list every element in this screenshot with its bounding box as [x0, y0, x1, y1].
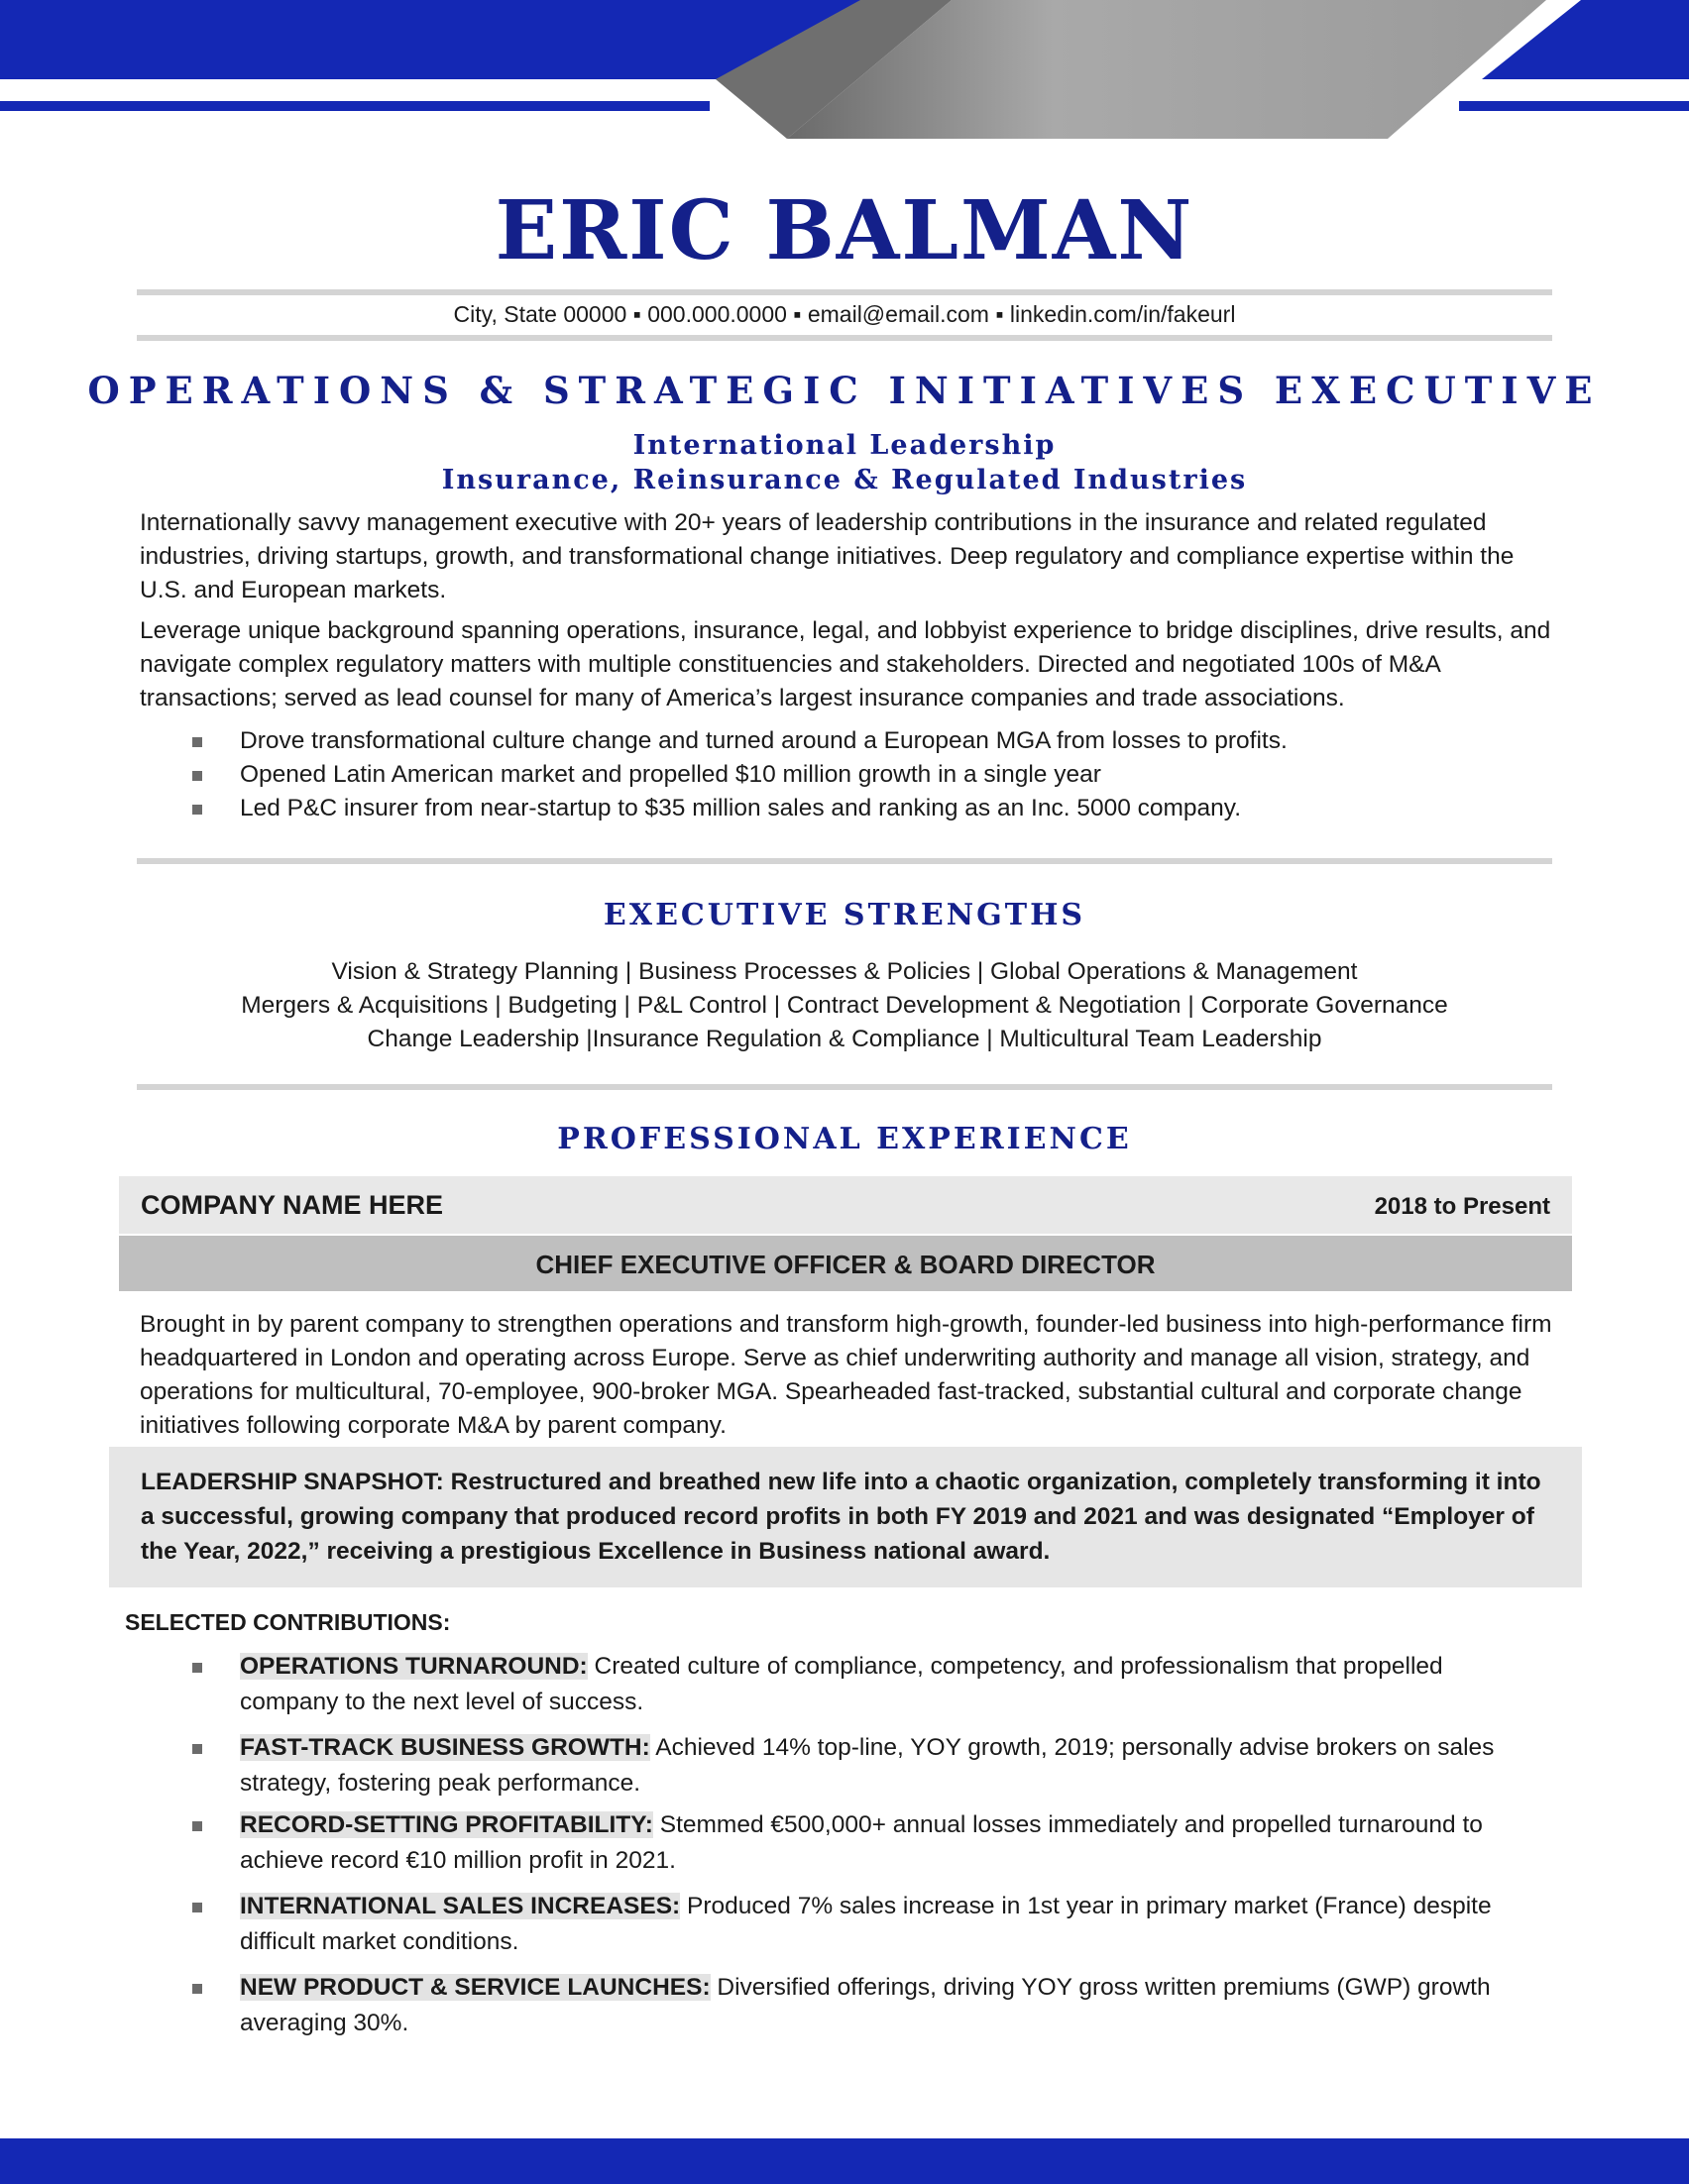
summary-paragraph: Leverage unique background spanning operations, insurance, legal, and lobbyist experience to bridge disciplines, drive results, and navigate complex regulatory matters with multiple constituencies and stakeholders. Directed and negotiated 100s of M&A transactions; served as lead counsel for many of America’s largest insurance companies and trade associations. [140, 617, 1551, 711]
divider [137, 858, 1552, 864]
list-item: Drove transformational culture change and turned around a European MGA from losses to profits. [0, 724, 1689, 758]
strengths-list [0, 955, 1689, 1056]
contribution-text: Diversified offerings, driving YOY gross written premiums (GWP) growth averaging 30%. [240, 1974, 1491, 2036]
square-bullet-icon [192, 771, 202, 781]
contribution-text: Created culture of compliance, competency, and professionalism that propelled company to the next level of success. [240, 1653, 1443, 1715]
strengths-line: Mergers & Acquisitions | Budgeting | P&L Control | Contract Development & Negotiation | Corporate Governance [241, 992, 1448, 1019]
contact-line: City, State 00000 ▪ 000.000.0000 ▪ email@email.com ▪ linkedin.com/in/fakeurl [453, 301, 1236, 327]
company-header [119, 1176, 1572, 1234]
company-name: COMPANY NAME HERE [141, 1190, 444, 1220]
square-bullet-icon [192, 1744, 202, 1754]
section-title-strengths: EXECUTIVE STRENGTHS [603, 898, 1086, 932]
divider [137, 1084, 1552, 1090]
contribution-text: Produced 7% sales increase in 1st year in primary market (France) despite difficult market conditions. [240, 1893, 1492, 1955]
subheadline-2: Insurance, Reinsurance & Regulated Industries [441, 465, 1248, 495]
highlights-list [0, 724, 1689, 825]
divider [137, 335, 1552, 341]
contribution-label: FAST-TRACK BUSINESS GROWTH: [240, 1734, 650, 1761]
square-bullet-icon [192, 737, 202, 747]
divider [137, 289, 1552, 295]
square-bullet-icon [192, 1984, 202, 1994]
square-bullet-icon [192, 1821, 202, 1831]
strengths-line: Change Leadership |Insurance Regulation & Compliance | Multicultural Team Leadership [367, 1026, 1322, 1052]
employment-dates: 2018 to Present [1374, 1193, 1550, 1220]
square-bullet-icon [192, 1903, 202, 1912]
list-item: Opened Latin American market and propelled $10 million growth in a single year [0, 758, 1689, 792]
role-description: Brought in by parent company to strengthen operations and transform high-growth, founder-led business into high-performance firm headquartered in London and operating across Europe. Serve as chief underwriting authority and manage all vision, strategy, and operations for multicultural, 70-employee, 900-broker MGA. Spearheaded fast-tracked, substantial cultural and corporate change initiatives following corporate M&A by parent company. [140, 1311, 1552, 1439]
contribution-label: OPERATIONS TURNAROUND: [240, 1653, 588, 1680]
contribution-label: RECORD-SETTING PROFITABILITY: [240, 1811, 653, 1838]
header-banner [0, 0, 1689, 159]
headline: OPERATIONS & STRATEGIC INITIATIVES EXECUTIVE [87, 369, 1602, 412]
list-item: Led P&C insurer from near-startup to $35 million sales and ranking as an Inc. 5000 company. [0, 792, 1689, 825]
summary-paragraph: Internationally savvy management executive with 20+ years of leadership contributions in the insurance and related regulated industries, driving startups, growth, and transformational change initiatives. Deep regulatory and compliance expertise within the U.S. and European markets. [140, 509, 1515, 603]
role-title: CHIEF EXECUTIVE OFFICER & BOARD DIRECTOR [535, 1250, 1156, 1279]
contribution-label: INTERNATIONAL SALES INCREASES: [240, 1893, 681, 1919]
contribution-text: Stemmed €500,000+ annual losses immediately and propelled turnaround to achieve record €10 million profit in 2021. [240, 1811, 1483, 1874]
role-header [119, 1236, 1572, 1291]
subheadline-1: International Leadership [632, 430, 1057, 461]
strengths-line: Vision & Strategy Planning | Business Processes & Policies | Global Operations & Management [331, 958, 1358, 985]
section-title-experience: PROFESSIONAL EXPERIENCE [557, 1122, 1132, 1156]
footer-bar [0, 2138, 1689, 2184]
square-bullet-icon [192, 805, 202, 815]
leadership-snapshot [109, 1447, 1582, 1587]
contribution-text: Achieved 14% top-line, YOY growth, 2019; personally advise brokers on sales strategy, fostering peak performance. [240, 1734, 1495, 1797]
candidate-name: ERIC BALMAN [495, 183, 1194, 278]
contributions-label: SELECTED CONTRIBUTIONS: [125, 1609, 451, 1635]
square-bullet-icon [192, 1663, 202, 1673]
snapshot-text: LEADERSHIP SNAPSHOT: Restructured and breathed new life into a chaotic organization, completely transforming it into a successful, growing company that produced record profits in both FY 2019 and 2021 and was designated “Employer of the Year, 2022,” receiving a prestigious Excellence in Business national award. [141, 1469, 1541, 1565]
contribution-label: NEW PRODUCT & SERVICE LAUNCHES: [240, 1974, 711, 2001]
